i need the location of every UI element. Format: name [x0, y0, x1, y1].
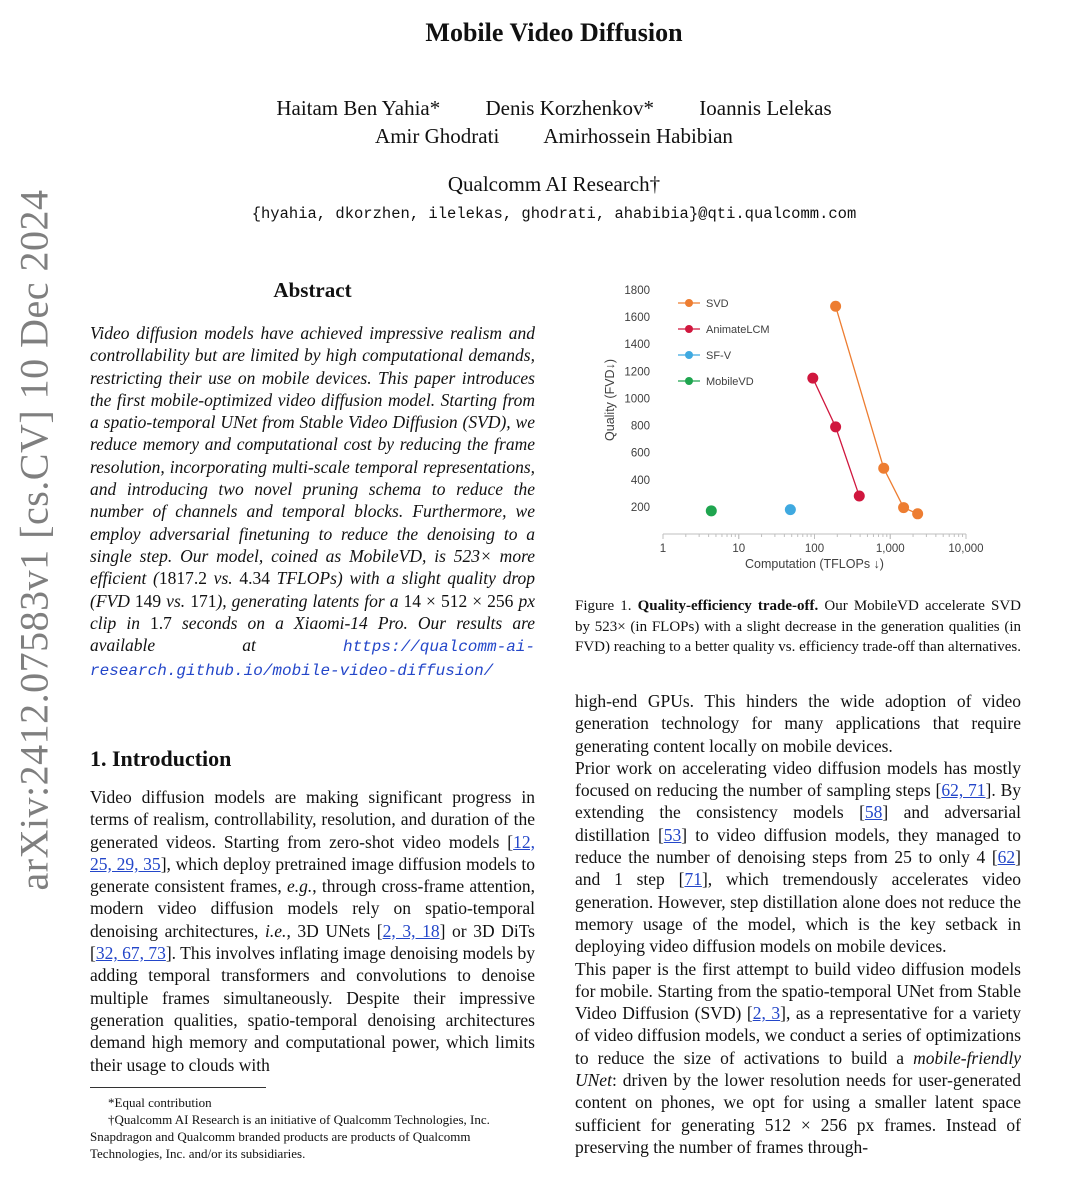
citation-link[interactable]: 2, 3, 18 [382, 920, 440, 941]
section-heading-introduction: 1. Introduction [90, 746, 232, 771]
abstract-heading: Abstract [273, 278, 352, 302]
citation-link[interactable]: 32, 67, 73 [95, 943, 166, 964]
citation-link[interactable]: 71 [684, 869, 702, 890]
citation-link[interactable]: 2, 3 [752, 1003, 781, 1024]
x-tick-label: 1 [659, 543, 667, 555]
legend-label: SF-V [706, 350, 732, 362]
y-tick-label: 1800 [624, 285, 650, 297]
legend-marker [685, 299, 693, 307]
footnote-divider [90, 1087, 266, 1088]
data-point-svd [912, 508, 923, 519]
project-url-link[interactable]: https://qualcomm-ai-research.github.io/mobile-video-diffusion/ [90, 638, 535, 681]
data-point-animatelcm [830, 421, 841, 432]
legend-marker [685, 325, 693, 333]
citation-link[interactable]: 53 [663, 824, 682, 845]
paragraph: This paper is the first attempt to build video diffusion models for mobile. Starting from the spatio-temporal UNet from Stable Video Diffusion (SVD) [2, 3], as a representative for a variety of video diffusion models, we conduct a series of optimizations to reduce the size of activations to build a mobile-friendly UNet: driven by the lower resolution needs for user-generated content on phones, we opt for using a smaller latent space sufficient for generating 512 × 256 px frames. Instead of preserving the number of frames through- [575, 958, 1021, 1157]
data-point-sf-v [785, 504, 796, 515]
series-line-svd [836, 306, 918, 514]
y-tick-label: 200 [630, 501, 650, 514]
legend-label: MobileVD [706, 376, 754, 388]
data-point-svd [878, 463, 889, 474]
data-point-mobilevd [706, 505, 717, 516]
data-point-animatelcm [807, 373, 818, 384]
citation-link[interactable]: 58 [864, 802, 883, 823]
author: Ioannis Lelekas [699, 96, 832, 120]
y-tick-label: 600 [630, 447, 650, 460]
figure-caption: Figure 1. Quality-efficiency trade-off. Our MobileVD accelerate SVD by 523× (in FLOPs) with a slight decrease in the generation qualities (in FVD) reaching to a better quality vs. efficiency trade-off than alternatives. [575, 598, 1021, 655]
x-tick-label: 1,000 [875, 543, 905, 555]
y-tick-label: 1000 [624, 393, 650, 406]
data-point-svd [898, 502, 909, 513]
y-tick-label: 400 [630, 474, 650, 487]
data-point-svd [830, 301, 841, 312]
affiliation: Qualcomm AI Research† [447, 172, 661, 196]
author: Haitam Ben Yahia* [276, 96, 441, 120]
x-tick-label: 10 [732, 543, 746, 555]
legend-marker [685, 351, 693, 359]
citation-link[interactable]: 12, 25, 29, 35 [90, 831, 535, 874]
footnote-equal-contribution: *Equal contribution [108, 1095, 212, 1110]
arxiv-id: arXiv:2412.07583v1 [cs.CV] 10 Dec 2024 [11, 189, 57, 891]
right-column-body [575, 690, 1021, 1158]
y-axis-title: Quality (FVD↓) [603, 359, 617, 441]
author-emails: {hyahia, dkorzhen, ilelekas, ghodrati, ahabibia}@qti.qualcomm.com [251, 205, 857, 223]
author: Denis Korzhenkov* [485, 96, 655, 120]
legend-marker [685, 377, 693, 385]
abstract-body: Video diffusion models have achieved impressive realism and controllability but are limited by high computational demands, restricting their use on mobile devices. This paper introduces the first mobile-optimized video diffusion model. Starting from a spatio-temporal UNet from Stable Video Diffusion (SVD), we reduce memory and computational cost by reducing the frame resolution, incorporating multi-scale temporal representations, and introducing two novel pruning schema to reduce the number of channels and temporal blocks. Furthermore, we employ adversarial finetuning to reduce the denoising to a single step. Our model, coined as MobileVD, is 523× more efficient (1817.2 vs. 4.34 TFLOPs) with a slight quality drop (FVD 149 vs. 171), generating latents for a 14 × 512 × 256 px clip in 1.7 seconds on a Xiaomi-14 Pro. Our results are available at https://qualcomm-ai-research.github.io/mobile-video-diffusion/ [90, 323, 535, 681]
y-tick-label: 1600 [624, 312, 650, 325]
author-line-1 [0, 96, 1084, 121]
intro-paragraph: Video diffusion models are making significant progress in terms of realism, controllability, resolution, and duration of the generated videos. Starting from zero-shot video models [12, 25, 29, 35], which deploy pretrained image diffusion models to generate consistent frames, e.g., through cross-frame attention, modern video diffusion models rely on spatio-temporal denoising architectures, i.e., 3D UNets [2, 3, 18] or 3D DiTs [32, 67, 73]. This involves inflating image denoising models by adding temporal transformers and convolutions to denoise multiple frames simultaneously. Despite their impressive generation qualities, spatio-temporal denoising architectures demand high memory and computational power, which limits their usage to clouds with [90, 787, 536, 1075]
x-tick-label: 10,000 [948, 543, 984, 555]
citation-link[interactable]: 62 [997, 847, 1016, 868]
legend-label: AnimateLCM [706, 324, 770, 336]
y-tick-label: 1200 [624, 366, 650, 379]
author: Amirhossein Habibian [543, 124, 733, 148]
paragraph: high-end GPUs. This hinders the wide adoption of video generation technology for many applications that require generating content locally on mobile devices. [575, 691, 1021, 756]
y-tick-label: 800 [630, 420, 650, 433]
footnote-qualcomm: †Qualcomm AI Research is an initiative of Qualcomm Technologies, Inc. Snapdragon and Qualcomm branded products are products of Qualcomm Technologies, Inc. and/or its subsidiaries. [90, 1112, 490, 1161]
x-tick-label: 100 [804, 543, 825, 555]
paragraph: Prior work on accelerating video diffusion models has mostly focused on reducing the number of sampling steps [62, 71]. By extending the consistency models [58] and adversarial distillation [53] to video diffusion models, they managed to reduce the number of denoising steps from 25 to only 4 [62] and 1 step [71], which tremendously accelerates video generation. However, step distillation alone does not reduce the memory usage of the model, which is the key setback in deploying video diffusion models on mobile devices. [575, 757, 1022, 957]
footnotes [90, 1094, 536, 1162]
author-line-2 [0, 124, 1084, 149]
series-line-animatelcm [813, 378, 859, 496]
quality-efficiency-chart [598, 278, 1020, 583]
citation-link[interactable]: 62, 71 [941, 780, 986, 801]
author: Amir Ghodrati [375, 124, 500, 148]
legend-label: SVD [706, 298, 729, 310]
paper-title: Mobile Video Diffusion [425, 18, 683, 47]
y-tick-label: 1400 [624, 339, 650, 352]
data-point-animatelcm [854, 491, 865, 502]
x-axis-title: Computation (TFLOPs ↓) [745, 557, 884, 571]
